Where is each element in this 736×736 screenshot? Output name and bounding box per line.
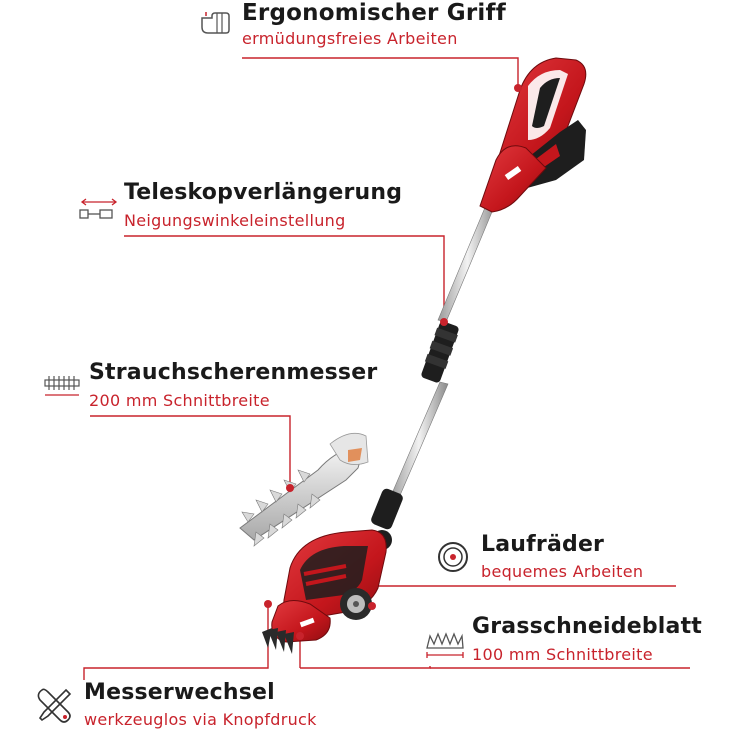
hedge-blade-illustration <box>240 433 368 546</box>
leader-line-messerwechsel <box>84 604 268 680</box>
grass-blade-icon <box>424 626 466 660</box>
feature-title-strauchschere: Strauchscherenmesser <box>89 360 378 385</box>
feature-title-griff: Ergonomischer Griff <box>242 0 506 26</box>
feature-subtitle-griff: ermüdungsfreies Arbeiten <box>242 29 458 48</box>
feature-title-messerwechsel: Messerwechsel <box>84 680 275 705</box>
handle-assembly <box>480 58 586 212</box>
feature-subtitle-messerwechsel: werkzeuglos via Knopfdruck <box>84 710 317 729</box>
leader-line-teleskop <box>124 236 444 322</box>
feature-title-laufraeder: Laufräder <box>481 532 605 557</box>
feature-title-grasschneide: Grasschneideblatt <box>472 614 703 639</box>
telescope-extension-icon <box>78 196 120 222</box>
feature-subtitle-teleskop: Neigungswinkeleinstellung <box>124 211 346 230</box>
leader-line-strauchschere <box>90 416 290 488</box>
wheel-icon <box>436 540 470 574</box>
wrench-screwdriver-icon <box>34 686 74 726</box>
hedge-blade-icon <box>42 372 82 398</box>
shear-head <box>262 530 386 654</box>
feature-subtitle-laufraeder: bequemes Arbeiten <box>481 562 644 581</box>
feature-subtitle-strauchschere: 200 mm Schnittbreite <box>89 391 270 410</box>
leader-line-grasschneide <box>300 666 430 668</box>
leader-line-griff <box>242 58 518 88</box>
hand-grip-icon <box>198 8 234 38</box>
feature-title-teleskop: Teleskopverlängerung <box>124 180 403 205</box>
feature-subtitle-grasschneide: 100 mm Schnittbreite <box>472 645 653 664</box>
